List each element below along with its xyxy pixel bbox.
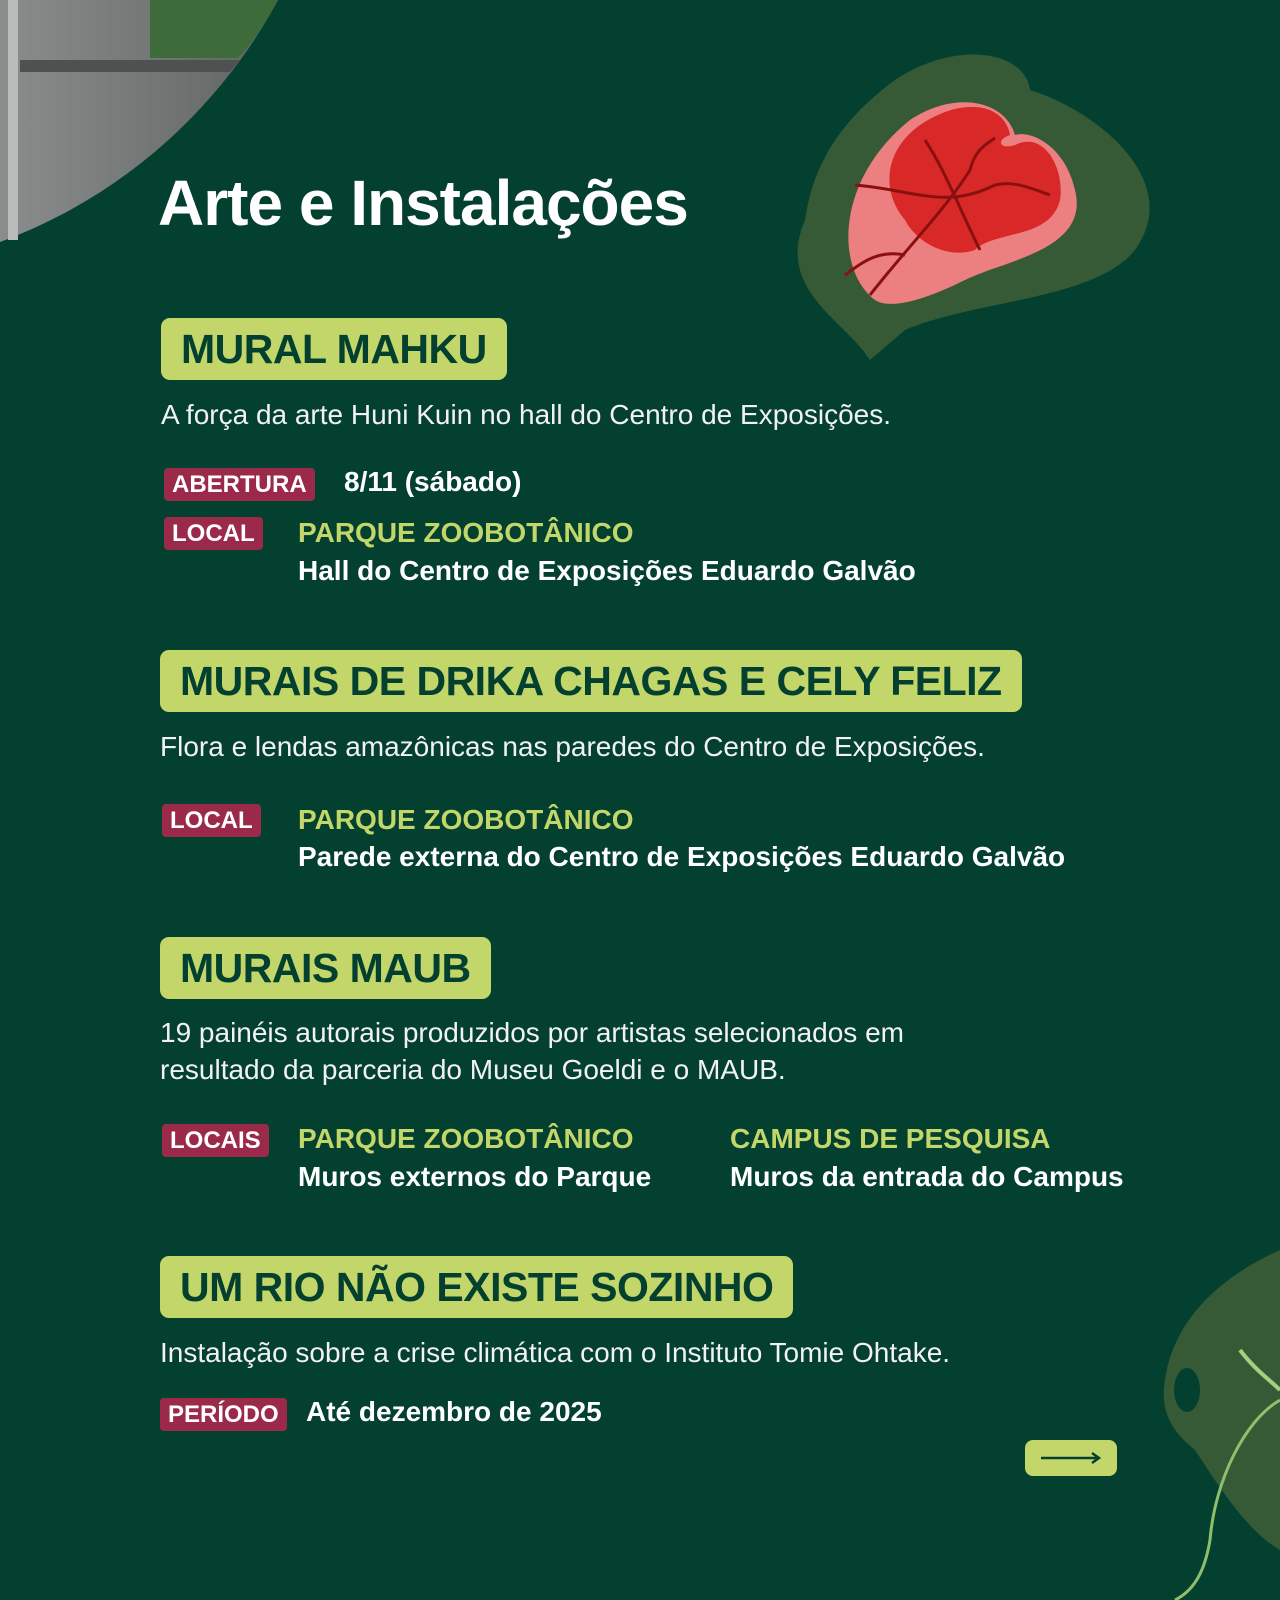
opening-badge: ABERTURA bbox=[164, 468, 315, 501]
location-badge: LOCAL bbox=[164, 517, 263, 550]
section-description-line-1: 19 painéis autorais produzidos por artistas selecionados em bbox=[160, 1017, 904, 1048]
next-button[interactable] bbox=[1025, 1440, 1117, 1476]
location-detail: Muros externos do Parque bbox=[298, 1161, 652, 1192]
leaf-illustration bbox=[795, 50, 1175, 370]
period-value: Até dezembro de 2025 bbox=[306, 1396, 602, 1427]
section-heading-um-rio: UM RIO NÃO EXISTE SOZINHO bbox=[160, 1256, 793, 1318]
location-detail: Parede externa do Centro de Exposições Eduardo Galvão bbox=[298, 841, 1066, 872]
section-heading-mural-mahku: MURAL MAHKU bbox=[161, 318, 507, 380]
arrow-right-icon bbox=[1039, 1451, 1103, 1465]
locations-badge: LOCAIS bbox=[162, 1124, 269, 1157]
period-badge: PERÍODO bbox=[160, 1398, 287, 1431]
location-detail: Hall do Centro de Exposições Eduardo Galvão bbox=[298, 555, 916, 586]
location-name: CAMPUS DE PESQUISA bbox=[730, 1123, 1051, 1154]
location-name: PARQUE ZOOBOTÂNICO bbox=[298, 804, 634, 835]
location-badge: LOCAL bbox=[162, 804, 261, 837]
section-heading-murais-maub: MURAIS MAUB bbox=[160, 937, 491, 999]
section-heading-murais-drika-cely: MURAIS DE DRIKA CHAGAS E CELY FELIZ bbox=[160, 650, 1022, 712]
location-name: PARQUE ZOOBOTÂNICO bbox=[298, 517, 634, 548]
section-description: Flora e lendas amazônicas nas paredes do Centro de Exposições. bbox=[160, 731, 985, 762]
page-title: Arte e Instalações bbox=[158, 167, 688, 239]
monstera-leaf-illustration bbox=[1155, 1250, 1280, 1600]
location-detail: Muros da entrada do Campus bbox=[730, 1161, 1124, 1192]
location-name: PARQUE ZOOBOTÂNICO bbox=[298, 1123, 634, 1154]
section-description: A força da arte Huni Kuin no hall do Centro de Exposições. bbox=[161, 399, 891, 430]
section-description-line-2: resultado da parceria do Museu Goeldi e o MAUB. bbox=[160, 1054, 786, 1085]
opening-date: 8/11 (sábado) bbox=[344, 466, 522, 497]
section-description: Instalação sobre a crise climática com o Instituto Tomie Ohtake. bbox=[160, 1337, 951, 1368]
